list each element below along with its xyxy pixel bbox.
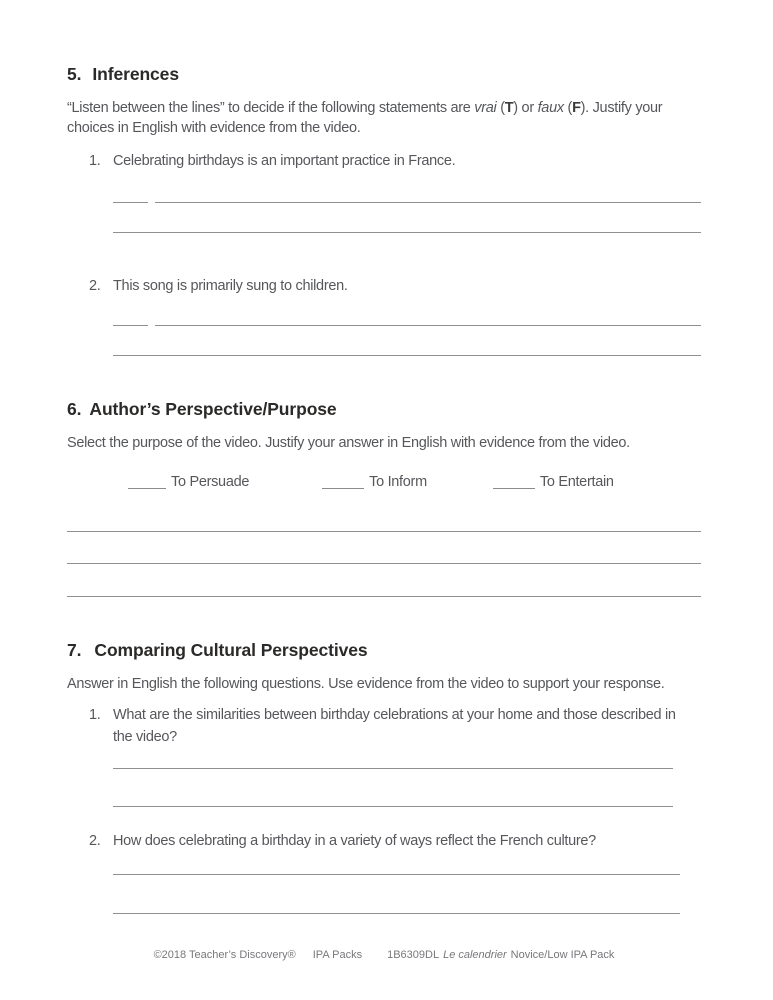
option-label: To Inform	[369, 474, 427, 490]
section-author-purpose	[67, 399, 701, 597]
section-5-number: 5.	[67, 64, 82, 84]
question-text: Celebrating birthdays is an important practice in France.	[113, 153, 456, 169]
tf-answer-row	[113, 202, 701, 203]
instructions-text: ) or	[513, 100, 538, 116]
option-to-persuade	[128, 472, 249, 492]
section-7-title: Comparing Cultural Perspectives	[94, 640, 368, 660]
question-number: 2.	[89, 833, 101, 849]
answer-line	[67, 596, 701, 597]
question-text-line: the video?	[113, 729, 177, 745]
section-inferences	[67, 64, 701, 356]
section-6-title: Author’s Perspective/Purpose	[89, 399, 337, 419]
section-6-heading	[67, 399, 701, 420]
option-label: To Persuade	[171, 474, 250, 490]
instructions-text: (	[496, 100, 505, 116]
question-item-7-1	[89, 704, 701, 748]
question-text: This song is primarily sung to children.	[113, 278, 348, 294]
option-blank-line	[128, 488, 166, 489]
section-5-title: Inferences	[92, 64, 179, 84]
footer-sku: 1B6309DL	[387, 949, 440, 961]
question-text	[113, 704, 701, 748]
section-cultural-perspectives	[67, 640, 701, 914]
instructions-text: choices in English with evidence from the video.	[67, 120, 361, 136]
question-text: How does celebrating a birthday in a variety of ways reflect the French culture?	[113, 833, 596, 849]
footer-copyright: ©2018 Teacher’s Discovery®	[153, 949, 296, 961]
instructions-text: (	[563, 100, 573, 116]
question-item-7-2	[89, 830, 701, 852]
section-6-instructions: Select the purpose of the video. Justify your answer in English with evidence from the video.	[67, 435, 630, 451]
option-to-entertain	[493, 472, 614, 492]
answer-line	[113, 913, 680, 914]
tf-blank-line	[113, 202, 148, 203]
answer-line	[113, 768, 673, 769]
answer-line	[113, 355, 701, 356]
footer-product-title: Le calendrier	[443, 949, 507, 961]
tf-answer-row	[113, 325, 701, 326]
question-number: 1.	[89, 153, 101, 169]
section-7-heading	[67, 640, 701, 661]
answer-line	[67, 531, 701, 532]
tf-blank-line	[113, 325, 148, 326]
question-item-5-1	[89, 151, 701, 171]
section-5-heading	[67, 64, 701, 85]
faux-italic: faux	[537, 100, 564, 116]
answer-line	[113, 874, 680, 875]
purpose-options-row	[67, 472, 701, 492]
justification-line	[155, 325, 701, 326]
option-blank-line	[322, 488, 364, 489]
answer-line	[67, 563, 701, 564]
option-label: To Entertain	[539, 474, 614, 490]
option-blank-line	[493, 488, 535, 489]
section-7-instructions: Answer in English the following questions. Use evidence from the video to support your response.	[67, 676, 665, 692]
section-6-number: 6.	[67, 399, 82, 419]
question-text-line: What are the similarities between birthday celebrations at your home and those described in	[113, 707, 676, 723]
footer-series: IPA Packs	[312, 949, 363, 961]
section-5-instructions	[67, 98, 701, 138]
option-to-inform	[322, 472, 427, 492]
vrai-italic: vrai	[474, 100, 497, 116]
answer-line	[113, 806, 673, 807]
page-footer	[67, 948, 701, 962]
section-7-number: 7.	[67, 640, 82, 660]
instructions-text: ). Justify your	[580, 100, 663, 116]
true-letter: T	[504, 100, 514, 116]
answer-line	[113, 232, 701, 233]
question-number: 1.	[89, 707, 101, 723]
footer-pack-name: Novice/Low IPA Pack	[510, 949, 615, 961]
question-item-5-2	[89, 276, 701, 296]
false-letter: F	[572, 100, 581, 116]
question-number: 2.	[89, 278, 101, 294]
justification-line	[155, 202, 701, 203]
instructions-text: “Listen between the lines” to decide if the following statements are	[67, 100, 475, 116]
